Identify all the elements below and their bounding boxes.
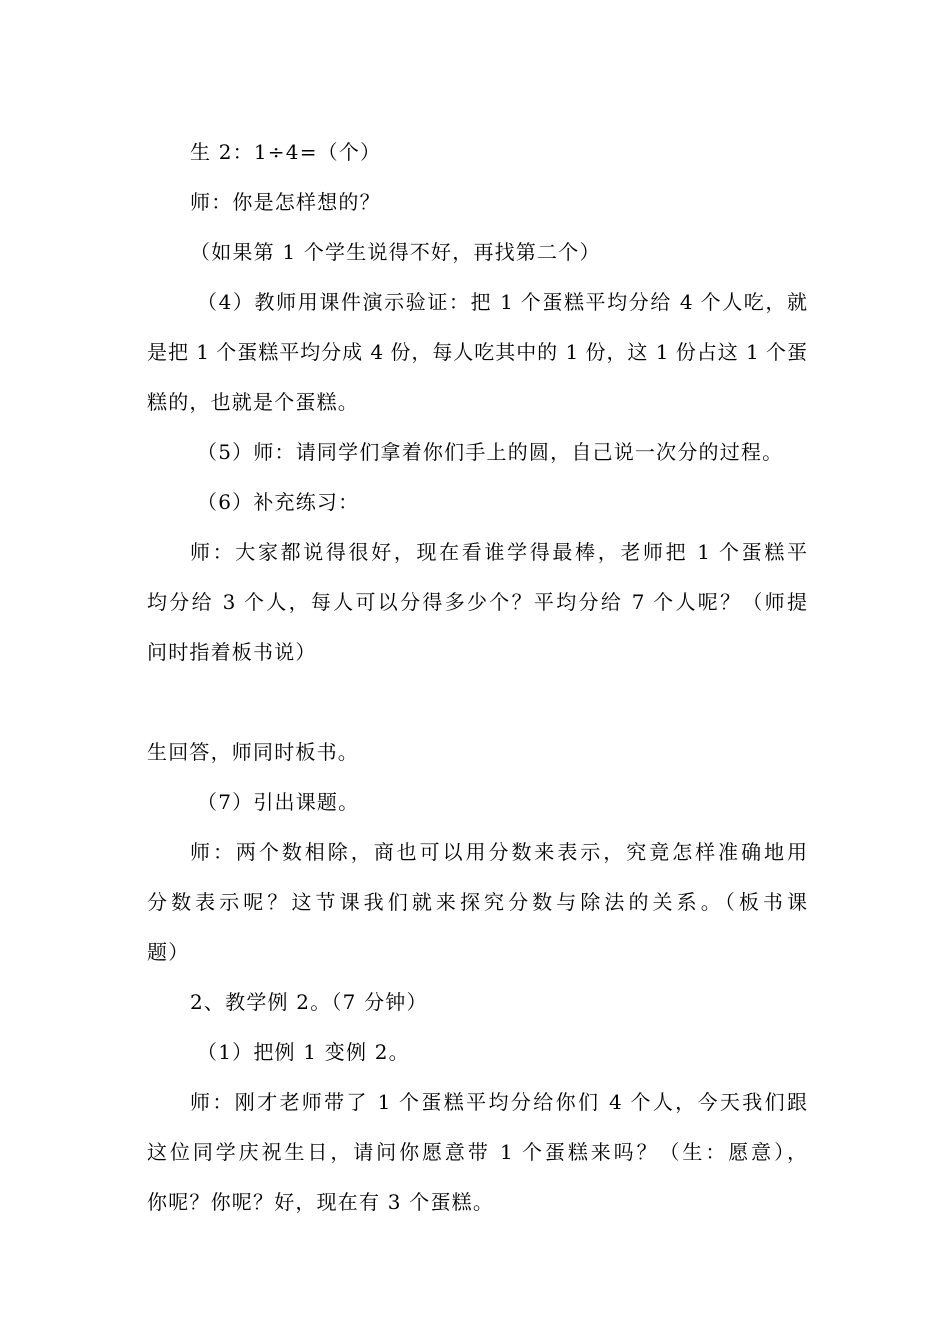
text-line: （如果第 1 个学生说得不好，再找第二个）	[190, 240, 601, 264]
text-line: （1）把例 1 变例 2。	[197, 1040, 410, 1064]
text-line: （7）引出课题。	[197, 790, 360, 814]
text-line: 糕的，也就是个蛋糕。	[147, 390, 359, 414]
text-line: 2、教学例 2。（7 分钟）	[190, 990, 428, 1014]
text-line: 问时指着板书说）	[147, 640, 317, 664]
text-line: （6）补充练习：	[197, 490, 360, 514]
text-line: 师：大家都说得很好，现在看谁学得最棒，老师把 1 个蛋糕平	[190, 540, 807, 564]
text-line: （4）教师用课件演示验证：把 1 个蛋糕平均分给 4 个人吃，就	[197, 290, 807, 314]
text-line: 你呢？你呢？好，现在有 3 个蛋糕。	[147, 1190, 495, 1214]
text-line: 师：刚才老师带了 1 个蛋糕平均分给你们 4 个人，今天我们跟	[190, 1090, 807, 1114]
text-line: 师：你是怎样想的？	[190, 190, 381, 214]
text-line: 生 2：1÷4=（个）	[190, 140, 382, 164]
text-line: 均分给 3 个人，每人可以分得多少个？平均分给 7 个人呢？（师提	[147, 590, 807, 614]
text-line: 生回答，师同时板书。	[147, 740, 359, 764]
text-line: 题）	[147, 940, 190, 964]
text-line: 是把 1 个蛋糕平均分成 4 份，每人吃其中的 1 份，这 1 份占这 1 个蛋	[147, 340, 807, 364]
text-line: （5）师：请同学们拿着你们手上的圆，自己说一次分的过程。	[197, 440, 784, 464]
text-line: 分数表示呢？这节课我们就来探究分数与除法的关系。（板书课	[147, 890, 807, 914]
text-line: 师：两个数相除，商也可以用分数来表示，究竟怎样准确地用	[190, 840, 807, 864]
text-line: 这位同学庆祝生日，请问你愿意带 1 个蛋糕来吗？（生：愿意），	[147, 1140, 807, 1164]
